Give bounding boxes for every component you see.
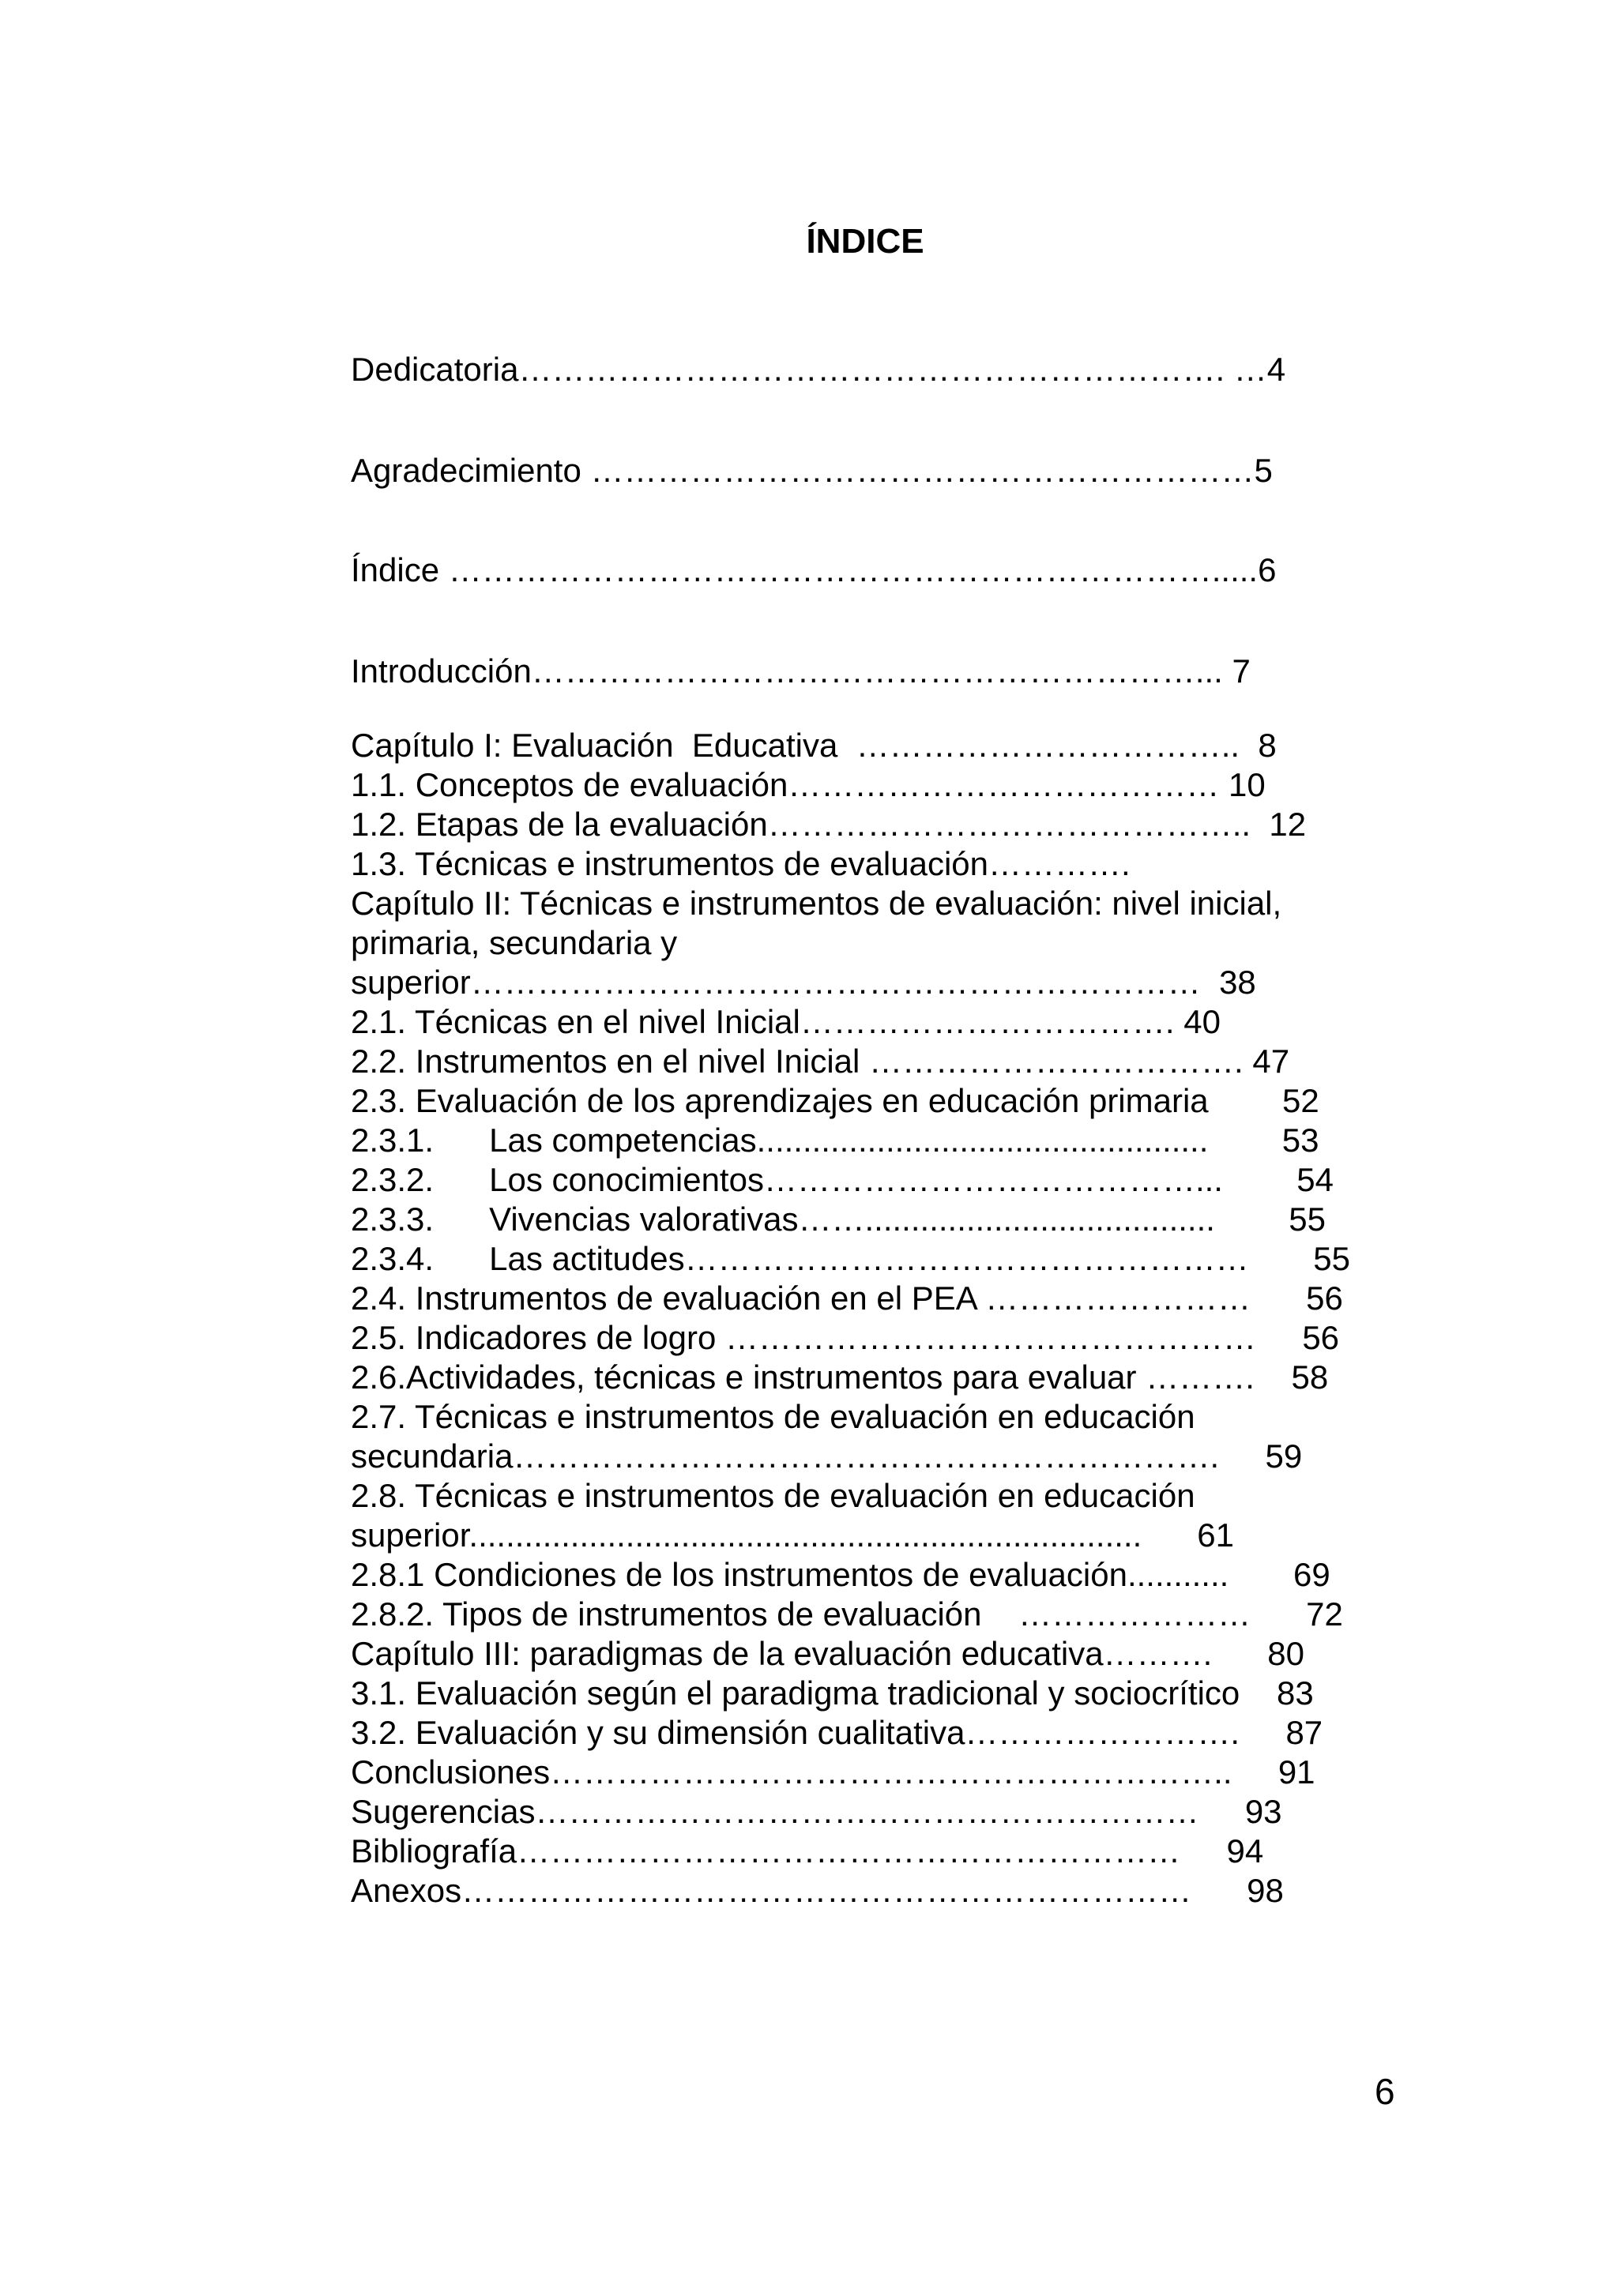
toc-entry: 2.8.2. Tipos de instrumentos de evaluación ………………… 72	[351, 1595, 1343, 1633]
toc-entry: 2.6.Actividades, técnicas e instrumentos para evaluar ………. 58	[351, 1358, 1329, 1396]
toc-entry: 2.3.1. Las competencias................................................. 53	[351, 1122, 1319, 1159]
page-number: 6	[1375, 2071, 1395, 2112]
toc-entry: 3.2. Evaluación y su dimensión cualitativa……………………. 87	[351, 1714, 1323, 1751]
toc-entry: 2.2. Instrumentos en el nivel Inicial ……………………………. 47	[351, 1043, 1290, 1080]
toc-entry: 1.3. Técnicas e instrumentos de evaluación………….	[351, 845, 1131, 882]
toc-entry: Anexos………………………………………………………… 98	[351, 1872, 1284, 1909]
toc-entry: secundaria………………………………………………………. 59	[351, 1437, 1303, 1475]
toc-entry: 2.3.4. Las actitudes…………………………………………… 55	[351, 1240, 1350, 1277]
toc-entry: 2.3. Evaluación de los aprendizajes en educación primaria 52	[351, 1082, 1319, 1119]
toc-entry: 2.1. Técnicas en el nivel Inicial……………………………. 40	[351, 1003, 1221, 1040]
toc-entry: 2.8.1 Condiciones de los instrumentos de evaluación........... 69	[351, 1556, 1330, 1593]
toc-entry-indice: Índice …………………………………………………………….....6	[351, 551, 1277, 588]
toc-entry-dedicatoria: Dedicatoria………………………………………………………. …4	[351, 351, 1286, 388]
toc-entry-introduccion: Introducción……………………………………………………... 7	[351, 652, 1251, 690]
toc-entry: 1.2. Etapas de la evaluación…………………………………….. 12	[351, 806, 1307, 843]
toc-entry: 2.3.3. Vivencias valorativas……...................................... 55	[351, 1201, 1326, 1238]
toc-entry: 2.8. Técnicas e instrumentos de evaluación en educación	[351, 1477, 1195, 1514]
toc-entry: 2.3.2. Los conocimientos…………………………………... 54	[351, 1161, 1334, 1198]
toc-entry: Capítulo II: Técnicas e instrumentos de evaluación: nivel inicial,	[351, 885, 1282, 922]
toc-entry: Bibliografía…………………………………………………… 94	[351, 1832, 1264, 1869]
toc-entry: 3.1. Evaluación según el paradigma tradicional y sociocrítico 83	[351, 1674, 1314, 1712]
toc-entry: superior………………………………………………………… 38	[351, 964, 1256, 1001]
page-title: ÍNDICE	[806, 222, 924, 261]
toc-entry: superior......................................................................... 61	[351, 1516, 1234, 1554]
toc-entry: 2.5. Indicadores de logro ………………………………………… 56	[351, 1319, 1340, 1356]
toc-entry: 1.1. Conceptos de evaluación………………………………… 10	[351, 766, 1266, 803]
toc-entry: Sugerencias…………………………………………………… 93	[351, 1793, 1282, 1830]
toc-entry: Conclusiones…………………………………………………….. 91	[351, 1753, 1315, 1791]
toc-entry: Capítulo I: Evaluación Educativa …………………………….. 8	[351, 727, 1277, 764]
toc-entry: primaria, secundaria y	[351, 924, 678, 961]
toc-entry-agradecimiento: Agradecimiento ……………………………………………………5	[351, 452, 1273, 489]
toc-entry: Capítulo III: paradigmas de la evaluación educativa………. 80	[351, 1635, 1304, 1672]
toc-entry: 2.7. Técnicas e instrumentos de evaluación en educación	[351, 1398, 1195, 1435]
toc-entry: 2.4. Instrumentos de evaluación en el PEA …………………… 56	[351, 1280, 1343, 1317]
